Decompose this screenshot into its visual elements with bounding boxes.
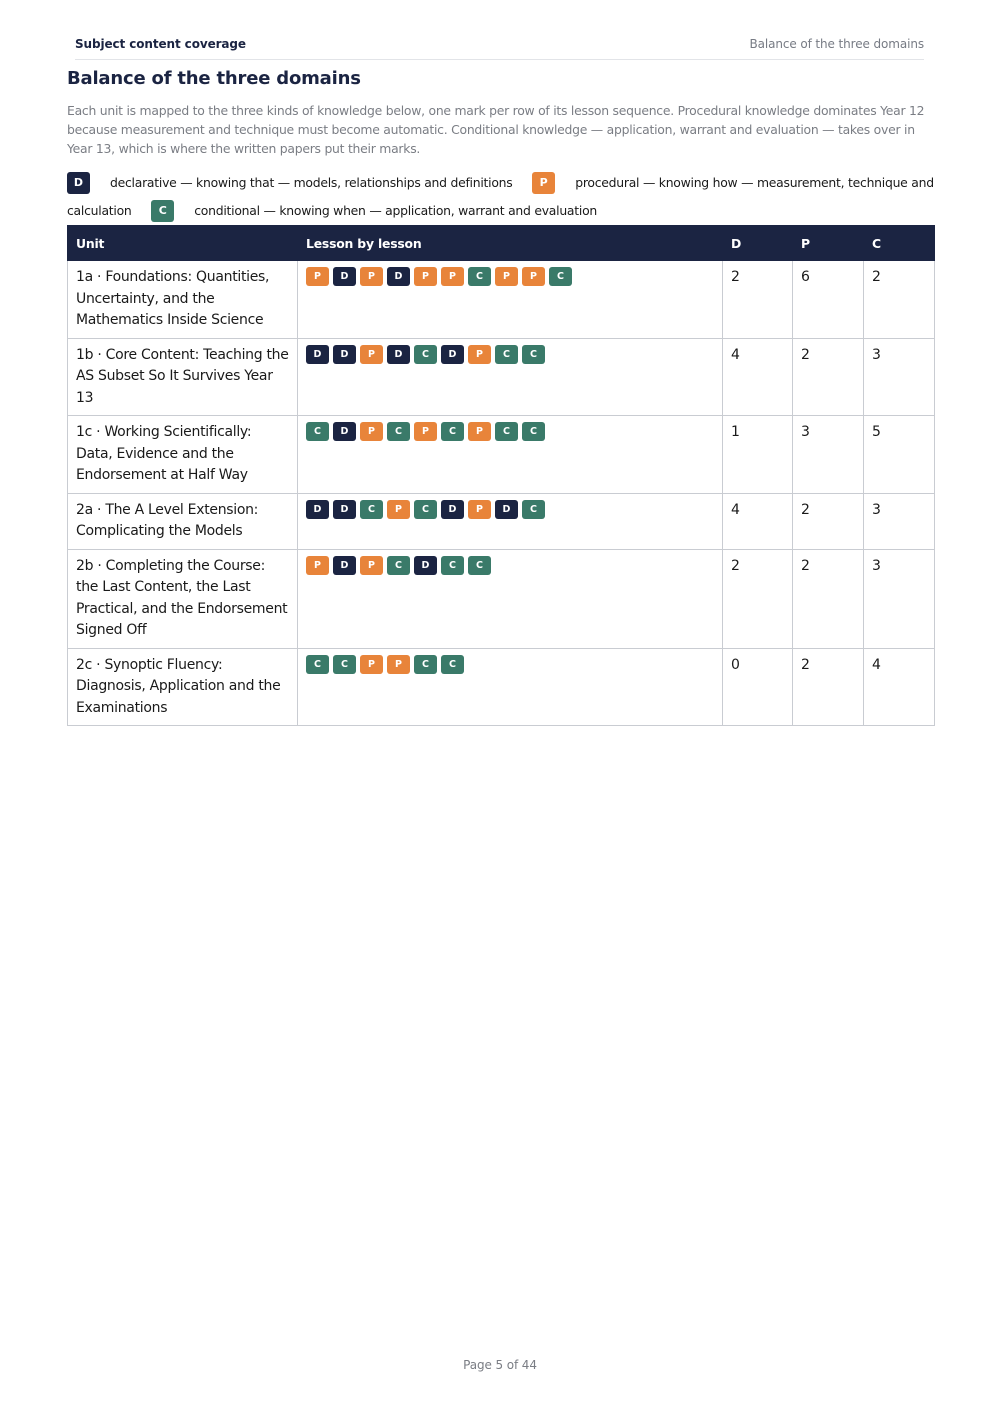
declarative-chip: D: [333, 345, 356, 364]
procedural-count: 2: [793, 338, 864, 416]
declarative-chip: D: [333, 422, 356, 441]
procedural-chip: P: [468, 345, 491, 364]
procedural-chip: P: [306, 267, 329, 286]
column-header-c: C: [864, 226, 935, 261]
lesson-sequence: [298, 338, 723, 416]
conditional-chip: C: [414, 345, 437, 364]
page-title: Balance of the three domains: [67, 68, 361, 89]
intro-paragraph: Each unit is mapped to the three kinds of knowledge below, one mark per row of its lesson sequence. Procedural knowledge dominates Year 12 because measurement and technique must become automatic. Conditional knowledge — application, warrant and evaluation — takes over in Year 13, which is where the written papers put their marks.: [67, 103, 925, 156]
declarative-chip: D: [306, 500, 329, 519]
conditional-chip: C: [522, 345, 545, 364]
column-header-p: P: [793, 226, 864, 261]
procedural-chip: P: [495, 267, 518, 286]
procedural-count: 6: [793, 261, 864, 339]
procedural-chip: P: [468, 422, 491, 441]
conditional-chip: C: [468, 556, 491, 575]
procedural-count: 2: [793, 549, 864, 648]
procedural-chip: P: [360, 556, 383, 575]
conditional-chip: C: [522, 422, 545, 441]
table-row: [68, 648, 935, 726]
conditional-chip: C: [468, 267, 491, 286]
declarative-chip: D: [441, 500, 464, 519]
conditional-chip: C: [360, 500, 383, 519]
conditional-chip: C: [387, 556, 410, 575]
lesson-sequence: [298, 261, 723, 339]
unit-name: 1b · Core Content: Teaching the AS Subset So It Survives Year 13: [68, 338, 298, 416]
unit-name: 2c · Synoptic Fluency: Diagnosis, Application and the Examinations: [68, 648, 298, 726]
conditional-chip: C: [495, 345, 518, 364]
declarative-chip: D: [387, 267, 410, 286]
conditional-count: 3: [864, 549, 935, 648]
conditional-chip: C: [333, 655, 356, 674]
conditional-chip: C: [441, 422, 464, 441]
column-header-d: D: [723, 226, 793, 261]
unit-name: 1a · Foundations: Quantities, Uncertainty, and the Mathematics Inside Science: [68, 261, 298, 339]
declarative-count: 1: [723, 416, 793, 494]
declarative-chip: D: [333, 267, 356, 286]
legend-text-declarative: declarative — knowing that — models, relationships and definitions: [110, 175, 513, 190]
lesson-sequence: [298, 648, 723, 726]
conditional-chip: C: [414, 655, 437, 674]
conditional-count: 4: [864, 648, 935, 726]
procedural-chip: P: [387, 655, 410, 674]
procedural-count: 3: [793, 416, 864, 494]
procedural-count: 2: [793, 648, 864, 726]
legend-chip-procedural: P: [532, 172, 555, 194]
lesson-sequence: [298, 549, 723, 648]
conditional-chip: C: [495, 422, 518, 441]
declarative-chip: D: [333, 556, 356, 575]
declarative-chip: D: [333, 500, 356, 519]
legend-text-procedural: procedural — knowing how — measurement, technique and calculation: [67, 175, 934, 218]
legend-chip-conditional: C: [151, 200, 174, 222]
conditional-count: 3: [864, 493, 935, 549]
domain-balance-table: [67, 225, 935, 726]
declarative-count: 4: [723, 493, 793, 549]
declarative-count: 0: [723, 648, 793, 726]
declarative-chip: D: [441, 345, 464, 364]
page-number: Page 5 of 44: [463, 1358, 537, 1372]
procedural-chip: P: [306, 556, 329, 575]
legend-chip-declarative: D: [67, 172, 90, 194]
declarative-count: 2: [723, 261, 793, 339]
running-header: [75, 37, 924, 60]
procedural-chip: P: [360, 345, 383, 364]
declarative-chip: D: [495, 500, 518, 519]
declarative-chip: D: [306, 345, 329, 364]
declarative-count: 2: [723, 549, 793, 648]
table-row: [68, 416, 935, 494]
table-row: [68, 261, 935, 339]
procedural-chip: P: [414, 422, 437, 441]
conditional-chip: C: [387, 422, 410, 441]
running-title: Balance of the three domains: [749, 37, 924, 51]
conditional-chip: C: [441, 556, 464, 575]
lesson-sequence: [298, 416, 723, 494]
procedural-chip: P: [360, 422, 383, 441]
section-name: Subject content coverage: [75, 37, 246, 51]
table-header-row: [68, 226, 935, 261]
conditional-chip: C: [414, 500, 437, 519]
table-row: [68, 493, 935, 549]
conditional-chip: C: [522, 500, 545, 519]
procedural-chip: P: [360, 267, 383, 286]
procedural-chip: P: [441, 267, 464, 286]
declarative-count: 4: [723, 338, 793, 416]
conditional-chip: C: [306, 655, 329, 674]
domain-legend: [67, 168, 937, 224]
column-header-lessons: Lesson by lesson: [298, 226, 723, 261]
procedural-chip: P: [522, 267, 545, 286]
procedural-chip: P: [360, 655, 383, 674]
lesson-sequence: [298, 493, 723, 549]
unit-name: 2b · Completing the Course: the Last Content, the Last Practical, and the Endorsement Signed Off: [68, 549, 298, 648]
procedural-count: 2: [793, 493, 864, 549]
unit-name: 1c · Working Scientifically: Data, Evidence and the Endorsement at Half Way: [68, 416, 298, 494]
procedural-chip: P: [468, 500, 491, 519]
conditional-chip: C: [549, 267, 572, 286]
declarative-chip: D: [414, 556, 437, 575]
conditional-count: 3: [864, 338, 935, 416]
legend-text-conditional: conditional — knowing when — application, warrant and evaluation: [194, 203, 598, 218]
unit-name: 2a · The A Level Extension: Complicating the Models: [68, 493, 298, 549]
table-row: [68, 338, 935, 416]
column-header-unit: Unit: [68, 226, 298, 261]
table-row: [68, 549, 935, 648]
conditional-chip: C: [306, 422, 329, 441]
procedural-chip: P: [387, 500, 410, 519]
conditional-count: 5: [864, 416, 935, 494]
declarative-chip: D: [387, 345, 410, 364]
conditional-count: 2: [864, 261, 935, 339]
procedural-chip: P: [414, 267, 437, 286]
conditional-chip: C: [441, 655, 464, 674]
